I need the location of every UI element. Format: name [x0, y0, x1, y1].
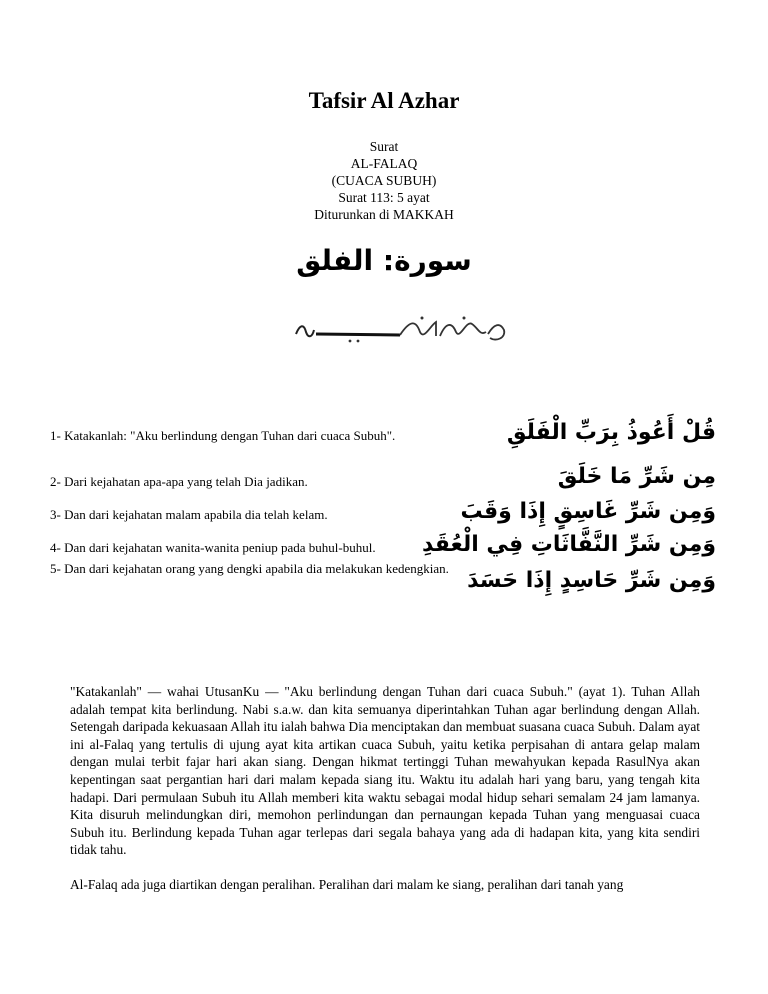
basmala-calligraphy-icon — [290, 310, 510, 350]
meta-surat-label: Surat — [369, 139, 399, 154]
meta-surah-count: Surat 113: 5 ayat — [338, 190, 430, 205]
verse-translation-4: 4- Dan dari kejahatan wanita-wanita peniup pada buhul-buhul. — [50, 540, 376, 555]
surah-meta — [0, 138, 768, 223]
verse-arabic-2: مِن شَرِّ مَا خَلَقَ — [557, 464, 716, 489]
verse-translation-1: 1- Katakanlah: "Aku berlindung dengan Tuhan dari cuaca Subuh". — [50, 428, 396, 443]
meta-revelation-place: Diturunkan di MAKKAH — [314, 207, 454, 222]
verse-arabic-3: وَمِن شَرِّ غَاسِقٍ إِذَا وَقَبَ — [460, 499, 716, 524]
verse-arabic-4: وَمِن شَرِّ النَّفَّاثَاتِ فِي الْعُقَدِ — [422, 532, 716, 557]
tafsir-paragraph-1: "Katakanlah" — wahai UtusanKu — "Aku berlindung dengan Tuhan dari cuaca Subuh." (ayat 1). Tuhan Allah adalah tempat kita berlindung. Nabi s.a.w. dan kita semuanya diperintahkan Tuhan agar berlindung dengan Allah. Setengah daripada kekuasaan Allah itu ialah bahwa Dia menciptakan dan membuat suasana cuaca Subuh. Dalam ayat ini al-Falaq yang tertulis di ujung ayat kita artikan cuaca Subuh, yaitu ketika perpisahan di antara gelap malam dengan mulai terbit fajar hari akan siang. Dengan hikmat tertinggi Tuhan mewahyukan kepada RasulNya akan kepentingan saat pergantian hari dari malam kepada siang itu. Waktu itu adalah hari yang baru, yang tengah kita hadapi. Dari permulaan Subuh itu Allah memberi kita waktu sebagai modal hidup sehari semalam 24 jam lamanya. Kita disuruh melindungkan diri, memohon perlindungan dan pernaungan kepada Tuhan yang menguasai cuaca Subuh itu. Berlindung kepada Tuhan agar terlepas dari segala bahaya yang ada di hadapan kita, yang kita sendiri tidak tahu. — [70, 684, 700, 858]
meta-surah-meaning: (CUACA SUBUH) — [331, 173, 437, 188]
tafsir-body — [70, 683, 700, 911]
verse-translation-2: 2- Dari kejahatan apa-apa yang telah Dia jadikan. — [50, 474, 308, 489]
meta-surah-name: AL-FALAQ — [350, 156, 418, 171]
verse-arabic-1: قُلْ أَعُوذُ بِرَبِّ الْفَلَقِ — [506, 420, 716, 445]
surah-name-arabic: سورة: الفلق — [296, 244, 472, 277]
verse-arabic-5: وَمِن شَرِّ حَاسِدٍ إِذَا حَسَدَ — [467, 568, 716, 593]
document-title: Tafsir Al Azhar — [308, 88, 460, 113]
verse-translation-3: 3- Dan dari kejahatan malam apabila dia telah kelam. — [50, 507, 328, 522]
tafsir-paragraph-2: Al-Falaq ada juga diartikan dengan peralihan. Peralihan dari malam ke siang, peralihan dari tanah yang — [70, 876, 624, 892]
verse-translation-5: 5- Dan dari kejahatan orang yang dengki apabila dia melakukan kedengkian. — [50, 561, 449, 576]
